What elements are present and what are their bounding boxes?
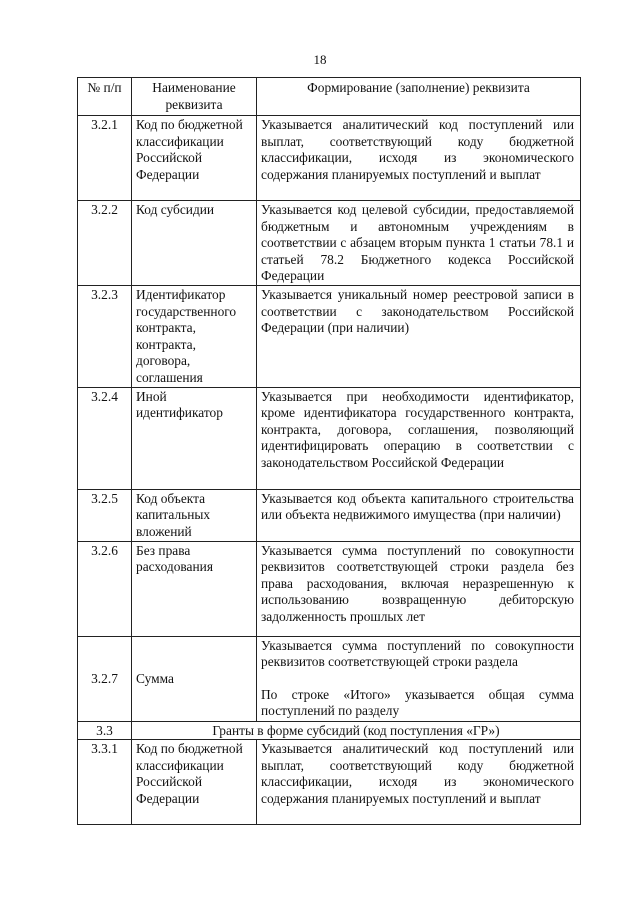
header-number: № п/п [78, 78, 132, 116]
table-row [78, 387, 581, 489]
description-paragraph: По строке «Итого» указывается общая сумма поступлений по разделу [261, 686, 574, 719]
row-number: 3.2.2 [78, 201, 132, 286]
row-number: 3.2.7 [78, 636, 132, 721]
row-number: 3.2.3 [78, 286, 132, 388]
table-row [78, 740, 581, 825]
section-title: Гранты в форме субсидий (код поступления «ГР») [132, 721, 581, 740]
row-requisite-name: Сумма [132, 636, 257, 721]
page-number: 18 [313, 52, 327, 67]
row-requisite-description: Указывается уникальный номер реестровой записи в соответствии с законодательством Российской Федерации (при наличии) [257, 286, 581, 388]
row-requisite-name: Идентификатор государственного контракта, контракта, договора, соглашения [132, 286, 257, 388]
row-requisite-name: Иной идентификатор [132, 387, 257, 489]
row-requisite-name: Код по бюджетной классификации Российской Федерации [132, 740, 257, 825]
row-requisite-description: Указывается сумма поступлений по совокупности реквизитов соответствующей строки раздела без права расходования, включая неразрешенную к использованию возвращенную дебиторскую задолженность прошлых лет [257, 541, 581, 636]
header-requisite-name: Наименование реквизита [132, 78, 257, 116]
row-requisite-description: Указывается код объекта капитального строительства или объекта недвижимого имущества (при наличии) [257, 489, 581, 541]
row-requisite-name: Код объекта капитальных вложений [132, 489, 257, 541]
row-number: 3.2.5 [78, 489, 132, 541]
row-requisite-description: Указывается аналитический код поступлений или выплат, соответствующий коду бюджетной классификации, исходя из экономического содержания планируемых поступлений и выплат [257, 116, 581, 201]
row-number: 3.3.1 [78, 740, 132, 825]
row-requisite-name: Без права расходования [132, 541, 257, 636]
row-requisite-description: Указывается код целевой субсидии, предоставляемой бюджетным и автономным учреждениям в соответствии с абзацем вторым пункта 1 статьи 78.1 и статьей 78.2 Бюджетного кодекса Российской Федерации [257, 201, 581, 286]
row-requisite-description: Указывается аналитический код поступлений или выплат, соответствующий коду бюджетной классификации, исходя из экономического содержания планируемых поступлений и выплат [257, 740, 581, 825]
row-number: 3.2.1 [78, 116, 132, 201]
table-row [78, 201, 581, 286]
header-requisite-formation: Формирование (заполнение) реквизита [257, 78, 581, 116]
row-requisite-description [257, 636, 581, 721]
requisites-table [77, 77, 581, 825]
row-number: 3.2.6 [78, 541, 132, 636]
section-row [78, 721, 581, 740]
table-row [78, 116, 581, 201]
row-requisite-name: Код по бюджетной классификации Российской Федерации [132, 116, 257, 201]
row-requisite-name: Код субсидии [132, 201, 257, 286]
table-row [78, 286, 581, 388]
table-header-row [78, 78, 581, 116]
section-number: 3.3 [78, 721, 132, 740]
table-row [78, 636, 581, 721]
description-paragraph: Указывается сумма поступлений по совокупности реквизитов соответствующей строки раздела [261, 637, 574, 670]
table-row [78, 541, 581, 636]
row-number: 3.2.4 [78, 387, 132, 489]
table-row [78, 489, 581, 541]
row-requisite-description: Указывается при необходимости идентификатор, кроме идентификатора государственного контракта, контракта, договора, соглашения, позволяющий идентифицировать операцию в соответствии с законодательством Российской Федерации [257, 387, 581, 489]
